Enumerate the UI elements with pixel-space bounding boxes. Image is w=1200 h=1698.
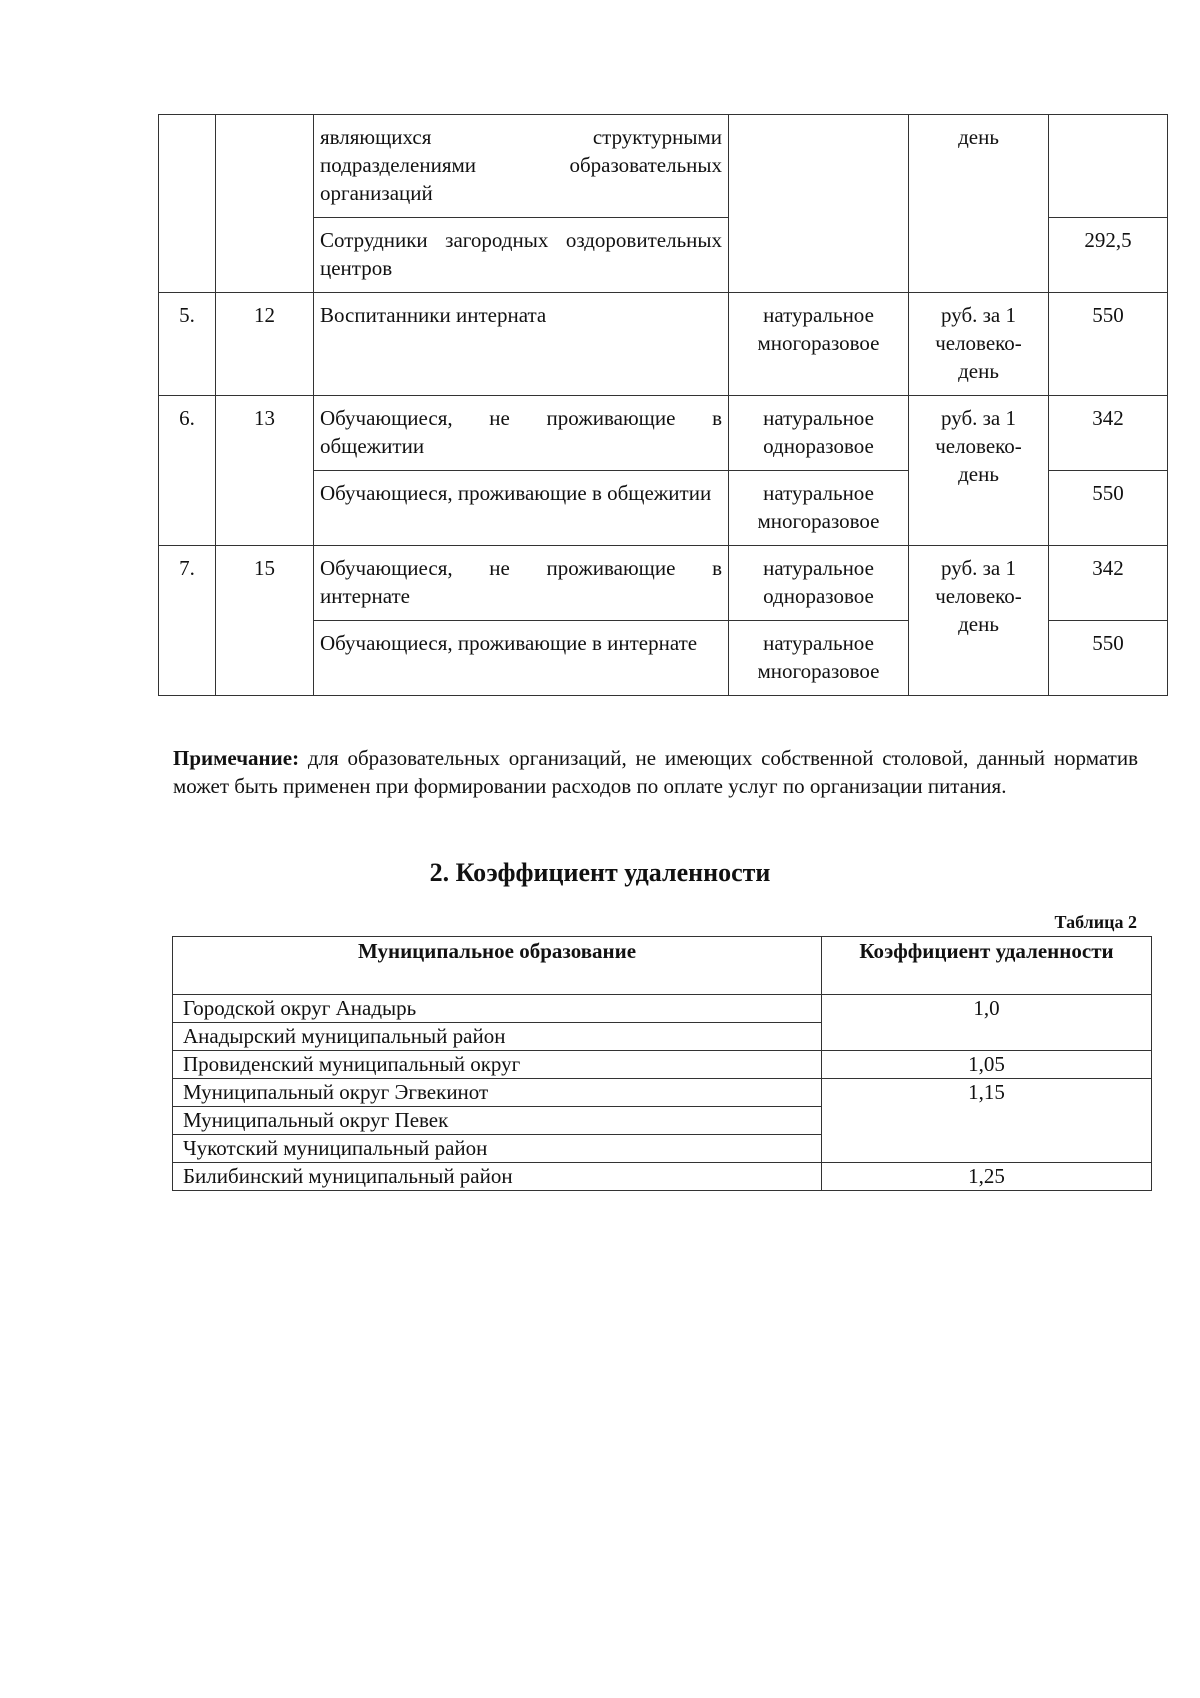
table-row	[159, 546, 1168, 621]
table-row	[173, 1163, 1152, 1191]
table-row	[173, 1079, 1152, 1107]
row-number-cell: 7.	[159, 546, 216, 696]
category-cell: Воспитанники интерната	[314, 293, 729, 396]
table-row	[173, 1051, 1152, 1079]
municipality-cell: Провиденский муниципальный округ	[173, 1051, 822, 1079]
category-cell: являющихся структурными подразделениями образовательных организаций	[314, 115, 729, 218]
municipality-cell: Анадырский муниципальный район	[173, 1023, 822, 1051]
municipality-cell: Чукотский муниципальный район	[173, 1135, 822, 1163]
category-cell: Обучающиеся, проживающие в общежитии	[314, 471, 729, 546]
provision-type-cell: натуральное многоразовое	[729, 293, 909, 396]
norm-value-cell: 292,5	[1049, 218, 1168, 293]
municipality-cell: Муниципальный округ Певек	[173, 1107, 822, 1135]
norm-value-cell: 342	[1049, 396, 1168, 471]
unit-cell: день	[909, 115, 1049, 293]
category-cell: Обучающиеся, не проживающие в общежитии	[314, 396, 729, 471]
provision-type-cell: натуральное многоразовое	[729, 471, 909, 546]
remoteness-coefficient-table	[172, 936, 1152, 1191]
row-number-cell: 5.	[159, 293, 216, 396]
norm-value-cell: 342	[1049, 546, 1168, 621]
table-row	[173, 995, 1152, 1023]
table-row	[159, 293, 1168, 396]
municipality-cell: Билибинский муниципальный район	[173, 1163, 822, 1191]
category-cell: Обучающиеся, не проживающие в интернате	[314, 546, 729, 621]
note-text: для образовательных организаций, не имеющих собственной столовой, данный норматив может быть применен при формировании расходов по оплате услуг по организации питания.	[173, 746, 1138, 798]
provision-type-cell: натуральное одноразовое	[729, 396, 909, 471]
row-number-cell	[159, 115, 216, 293]
table-caption: Таблица 2	[1054, 912, 1137, 932]
provision-type-cell: натуральное многоразовое	[729, 621, 909, 696]
column-header-municipality: Муниципальное образование	[173, 937, 822, 995]
norm-value-cell: 550	[1049, 621, 1168, 696]
unit-cell: руб. за 1 человеко-день	[909, 396, 1049, 546]
nutrition-norms-table	[158, 114, 1168, 696]
table-row	[159, 396, 1168, 471]
note-label: Примечание:	[173, 746, 300, 770]
norm-value-cell: 550	[1049, 293, 1168, 396]
row-code-cell	[216, 115, 314, 293]
coefficient-cell: 1,0	[822, 995, 1152, 1051]
row-code-cell: 12	[216, 293, 314, 396]
category-cell: Сотрудники загородных оздоровительных центров	[314, 218, 729, 293]
coefficient-cell: 1,15	[822, 1079, 1152, 1163]
table-row	[159, 115, 1168, 218]
coefficient-cell: 1,25	[822, 1163, 1152, 1191]
norm-value-cell: 550	[1049, 471, 1168, 546]
provision-type-cell	[729, 115, 909, 293]
unit-cell: руб. за 1 человеко-день	[909, 293, 1049, 396]
note-paragraph	[173, 744, 1138, 800]
row-number-cell: 6.	[159, 396, 216, 546]
column-header-coefficient: Коэффициент удаленности	[822, 937, 1152, 995]
category-cell: Обучающиеся, проживающие в интернате	[314, 621, 729, 696]
unit-cell: руб. за 1 человеко-день	[909, 546, 1049, 696]
provision-type-cell: натуральное одноразовое	[729, 546, 909, 621]
section-title: 2. Коэффициент удаленности	[429, 858, 771, 887]
municipality-cell: Городской округ Анадырь	[173, 995, 822, 1023]
municipality-cell: Муниципальный округ Эгвекинот	[173, 1079, 822, 1107]
norm-value-cell	[1049, 115, 1168, 218]
row-code-cell: 13	[216, 396, 314, 546]
table-header-row	[173, 937, 1152, 995]
row-code-cell: 15	[216, 546, 314, 696]
coefficient-cell: 1,05	[822, 1051, 1152, 1079]
